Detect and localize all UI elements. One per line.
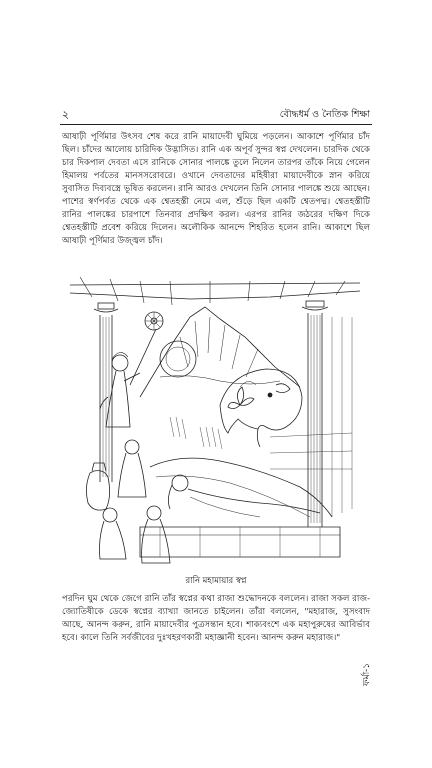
header-rule: [60, 124, 372, 125]
illustration-queen-dream: [70, 277, 360, 569]
running-title: বৌদ্ধধর্ম ও নৈতিক শিক্ষা: [279, 109, 370, 120]
page-number: ২: [62, 108, 70, 121]
paragraph-interpretation: পরদিন ঘুম থেকে জেগে রানি তাঁর স্বপ্নের কথা রাজা শুদ্ধোদনকে বললেন। রাজা সকল রাজ-জ্যোতিষীকে ডেকে স্বপ্নের ব্যাখ্যা জানতে চাইলেন। তাঁরা বললেন, "মহারাজ, সুসংবাদ আছে, আনন্দ করুন, রানি মায়াদেবীর পুত্রসন্তান হবে। শাক্যবংশে এক মহাপুরুষের আবির্ভাব হবে। কালে তিনি সর্বজীবের দুঃখহরণকারী মহাজ্ঞানী হবেন। আনন্দ করুন মহারাজ।": [62, 594, 370, 643]
sidebar-forma-code: ফর্মা-১: [362, 662, 372, 686]
paragraph-dream: আষাঢ়ী পূর্ণিমার উৎসব শেষ করে রানি মায়াদেবী ঘুমিয়ে পড়লেন। আকাশে পূর্ণিমার চাঁদ ছিল। চাঁদের আলোয় চারিদিক উদ্ভাসিত। রানি এক অপূর্ব সুন্দর স্বপ্ন দেখলেন। চারদিক থেকে চার দিকপাল দেবতা এসে রানিকে সোনার পালঙ্কে তুলে নিলেন তারপর তাঁকে নিয়ে গেলেন হিমালয় পর্বতের মানসসরোবরে। ওখানে দেবতাদের মহিষীরা মায়াদেবীকে স্নান করিয়ে সুবাসিত দিব্যবস্ত্রে ভূষিত করলেন। রানি আরও দেখলেন তিনি সোনার পালঙ্কে শুয়ে আছেন। পাশের স্বর্ণপর্বত থেকে এক শ্বেতহস্তী নেমে এল, শুঁড়ে ছিল একটি শ্বেতপদ্ম। শ্বেতহস্তীটি রানির পালঙ্কের চারপাশে তিনবার প্রদক্ষিণ করল। এরপর রানির জঠরের দক্ষিণ দিকে শ্বেতহস্তীটি প্রবেশ করিয়ে দিলেন। অলৌকিক আনন্দে শিহরিত হলেন রানি। আকাশে ছিল আষাঢ়ী পূর্ণিমার উজ্জ্বল চাঁদ।: [62, 132, 370, 246]
dream-line-drawing: [70, 277, 360, 569]
figure-caption: রানি মহামায়ার স্বপ্ন: [185, 575, 247, 585]
